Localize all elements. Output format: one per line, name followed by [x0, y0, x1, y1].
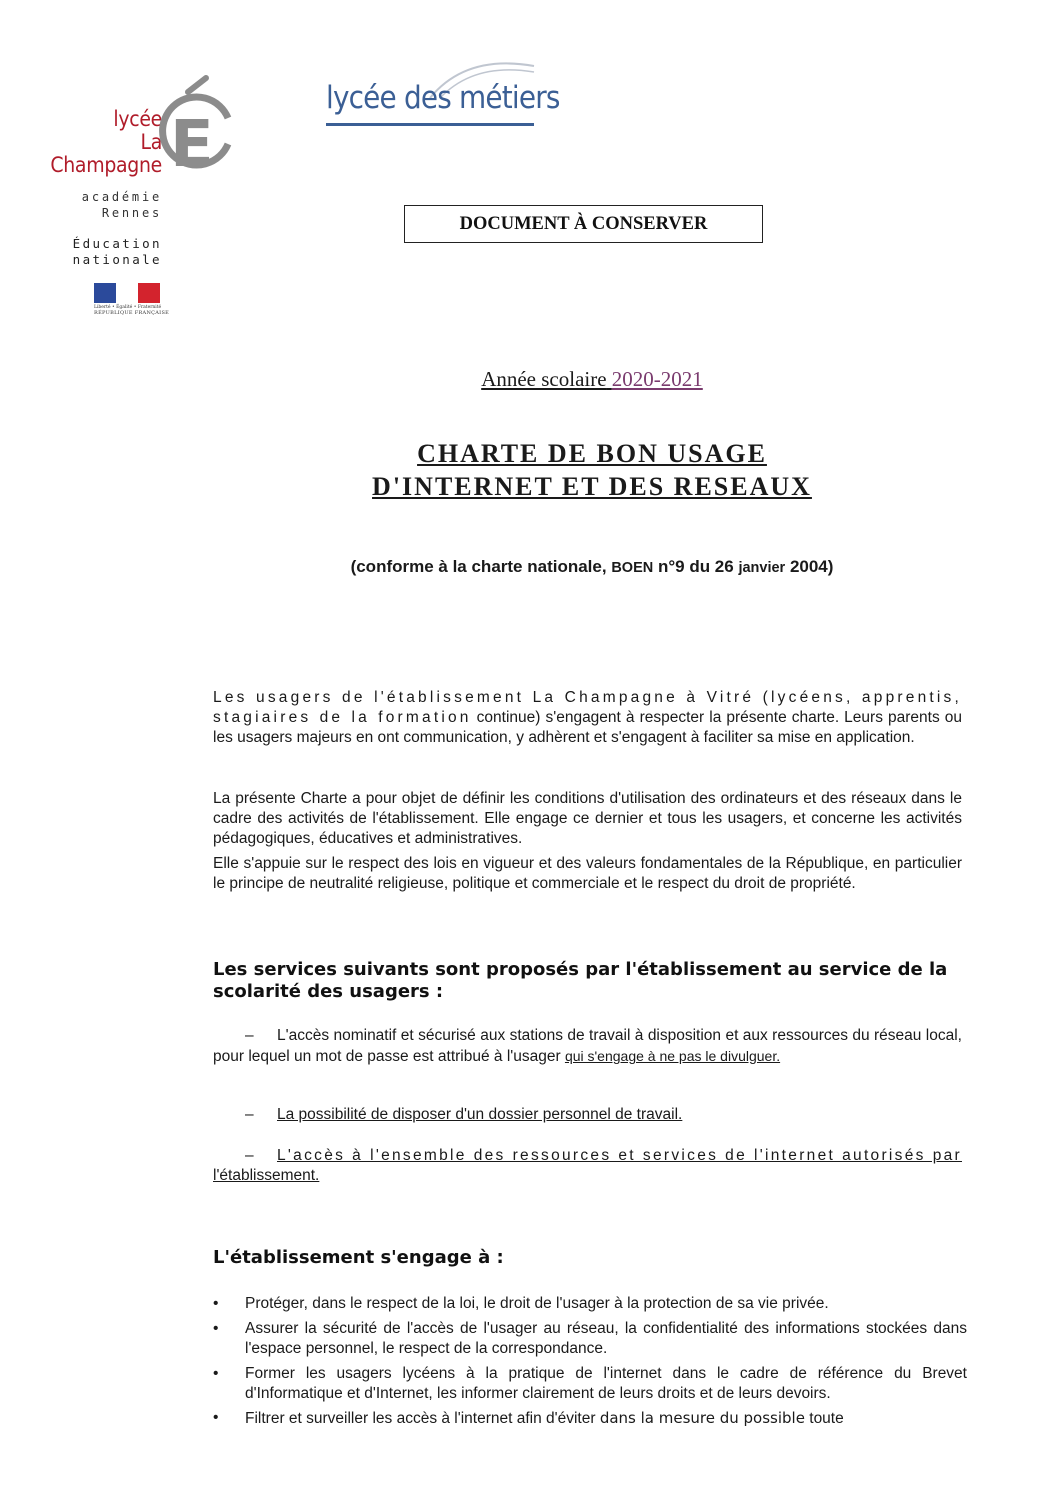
- dash-marker: –: [245, 1027, 254, 1044]
- engagement-list: [213, 1294, 967, 1434]
- service-item-2: [213, 1105, 962, 1125]
- conformity-year: 2004): [789, 557, 834, 576]
- service-item-1-text: L'accès nominatif et sécurisé aux stations de travail à disposition et aux ressources du réseau local, pour lequel un mot de passe est attribué à l'usager: [213, 1027, 962, 1065]
- intro-p1-spaced: Les usagers de l'établissement La Champagne à Vitré (lycéens, apprentis, stagiaires de la formation: [213, 689, 962, 726]
- school-year-value: 2020-2021: [611, 367, 703, 391]
- dash-marker: –: [245, 1147, 254, 1164]
- bullet-icon: •: [213, 1365, 219, 1382]
- document-title: [0, 437, 1059, 503]
- list-item: [213, 1364, 967, 1404]
- bullet-icon: •: [213, 1409, 219, 1426]
- services-heading: Les services suivants sont proposés par l'établissement au service de la scolarité des usagers :: [213, 959, 948, 1002]
- service-item-3-spaced: L'accès à l'ensemble des ressources et services de l'internet autorisés par: [277, 1147, 962, 1164]
- education-line: Éducation: [72, 236, 162, 251]
- logo-champagne-line: La Champagne: [50, 130, 162, 178]
- engagement-item-2: Assurer la sécurité de l'accès de l'usager au réseau, la confidentialité des informations stockées dans l'espace personnel, le respect de la correspondance.: [245, 1320, 967, 1357]
- metiers-text: lycée des métiers: [326, 80, 560, 116]
- list-item: [213, 1408, 967, 1429]
- conformity-note: [0, 557, 1059, 577]
- bullet-icon: •: [213, 1295, 219, 1312]
- list-item: [213, 1294, 967, 1314]
- engagement-item-3: Former les usagers lycéens à la pratique de l'internet dans le cadre de référence du Brevet d'Informatique et d'Internet, les informer clairement de leurs droits et de leurs devoirs.: [245, 1365, 967, 1402]
- logo-lycee-line: lycée: [113, 107, 162, 131]
- dash-marker: –: [245, 1106, 254, 1123]
- nationale-line: nationale: [72, 252, 162, 268]
- document-a-conserver-banner: DOCUMENT À CONSERVER: [404, 205, 763, 243]
- metiers-underline: [326, 123, 534, 126]
- e-letter-logo-icon: [158, 72, 242, 190]
- school-name-logo: [40, 108, 162, 177]
- intro-p1-rest: continue) s'engagent à respecter la présente charte. Leurs parents ou les usagers majeurs en ont communication, y adhèrent et s'engagent à faciliter sa mise en application.: [213, 709, 963, 746]
- engagement-heading: L'établissement s'engage à :: [213, 1247, 504, 1268]
- service-item-3: [213, 1146, 962, 1186]
- intro-paragraph-1: [213, 688, 962, 748]
- conformity-text-2: n°9 du 26: [657, 557, 734, 576]
- education-label: [40, 236, 162, 269]
- academie-line: académie: [81, 190, 162, 204]
- service-item-3-rest: l'établissement.: [213, 1167, 320, 1184]
- service-item-1-underlined: qui s'engage à ne pas le divulguer.: [564, 1048, 781, 1064]
- conformity-text-1: (conforme à la charte nationale,: [350, 557, 607, 576]
- service-item-2-text: La possibilité de disposer d'un dossier personnel de travail.: [277, 1106, 683, 1123]
- school-year-label: Année scolaire: [481, 367, 607, 391]
- engagement-item-4c: toute: [804, 1410, 844, 1427]
- title-line-1: CHARTE DE BON USAGE: [417, 439, 767, 468]
- rennes-line: Rennes: [101, 205, 162, 220]
- rf-name: RÉPUBLIQUE FRANÇAISE: [94, 310, 170, 316]
- conformity-month: janvier: [738, 560, 786, 576]
- engagement-item-4b: dans la mesure du possible: [599, 1409, 805, 1427]
- list-item: [213, 1319, 967, 1359]
- academie-label: [40, 190, 162, 221]
- conformity-boen: BOEN: [611, 560, 654, 576]
- title-line-2: D'INTERNET ET DES RESEAUX: [372, 472, 812, 501]
- engagement-item-4a: Filtrer et surveiller les accès à l'internet afin d'éviter: [245, 1410, 600, 1427]
- intro-paragraph-2: La présente Charte a pour objet de définir les conditions d'utilisation des ordinateurs et des réseaux dans le cadre des activités de l'établissement. Elle engage ce dernier et tous les usagers, et concerne les activités pédagogiques, éducatives et administratives.: [213, 790, 962, 847]
- republique-logo: [94, 283, 170, 316]
- bullet-icon: •: [213, 1320, 219, 1337]
- engagement-item-1: Protéger, dans le respect de la loi, le droit de l'usager à la protection de sa vie privée.: [245, 1295, 829, 1312]
- school-year: [0, 367, 1059, 392]
- rf-motto: Liberté • Égalité • Fraternité: [94, 305, 162, 310]
- french-flag-icon: [94, 283, 160, 303]
- intro-paragraph-3: Elle s'appuie sur le respect des lois en vigueur et des valeurs fondamentales de la République, en particulier le principe de neutralité religieuse, politique et commerciale et le respect du droit de propriété.: [213, 855, 962, 892]
- lycee-des-metiers-logo: [326, 60, 560, 132]
- svg-text:E: E: [170, 108, 214, 182]
- service-item-1: [213, 1026, 962, 1067]
